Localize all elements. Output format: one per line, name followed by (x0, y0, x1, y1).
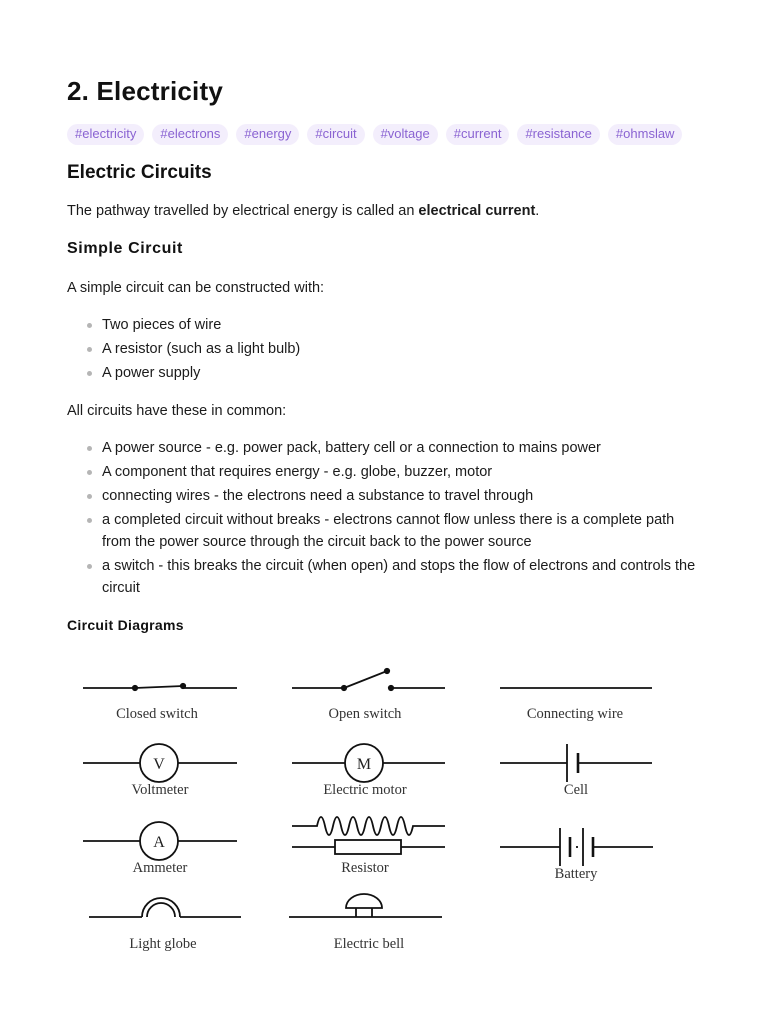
resistor-label: Resistor (341, 860, 389, 876)
electric-bell-symbol (289, 894, 442, 917)
intro-bold-term: electrical current (418, 203, 536, 219)
cell-symbol (500, 744, 652, 782)
tag-current[interactable]: #current (446, 124, 510, 145)
tag-energy[interactable]: #energy (236, 124, 299, 145)
list-item: A component that requires energy - e.g. globe, buzzer, motor (67, 461, 707, 483)
resistor-symbol (292, 817, 445, 854)
list-item: A resistor (such as a light bulb) (67, 338, 707, 360)
tag-electricity[interactable]: #electricity (67, 124, 144, 145)
cell-label: Cell (563, 782, 589, 798)
list-item: A power source - e.g. power pack, battery cell or a connection to mains power (67, 437, 707, 459)
tag-electrons[interactable]: #electrons (152, 124, 228, 145)
battery-label: Battery (554, 866, 598, 882)
closed-switch-label: Closed switch (116, 706, 198, 722)
intro-end: . (535, 203, 540, 219)
circuit-symbols-drawing (67, 656, 707, 966)
open-switch-symbol (292, 669, 445, 690)
common-lead: All circuits have these in common: (67, 403, 287, 419)
closed-switch-symbol (83, 684, 237, 690)
list-item: a switch - this breaks the circuit (when open) and stops the flow of electrons and controls the circuit (67, 555, 707, 599)
ammeter-letter: A (153, 834, 165, 851)
tag-ohmslaw[interactable]: #ohmslaw (608, 124, 683, 145)
ammeter-label: Ammeter (132, 860, 188, 876)
intro-paragraph (67, 203, 539, 219)
connecting-wire-label: Connecting wire (526, 706, 624, 722)
page-title: 2. Electricity (67, 76, 223, 106)
circuit-symbols-figure (67, 656, 707, 966)
intro-text: The pathway travelled by electrical energy is called an (67, 203, 419, 219)
voltmeter-letter: V (153, 756, 165, 773)
tag-resistance[interactable]: #resistance (517, 124, 599, 145)
list-item: connecting wires - the electrons need a substance to travel through (67, 485, 707, 507)
section-heading: Electric Circuits (67, 162, 212, 183)
motor-letter: M (356, 756, 372, 773)
common-list (67, 437, 707, 601)
list-item: Two pieces of wire (67, 314, 707, 336)
light-globe-symbol (89, 898, 241, 917)
simple-circuit-heading: Simple Circuit (67, 240, 183, 257)
light-globe-label: Light globe (129, 936, 197, 952)
tag-circuit[interactable]: #circuit (307, 124, 364, 145)
electric-motor-label: Electric motor (323, 782, 407, 798)
simple-circuit-list (67, 314, 707, 386)
circuit-diagrams-heading: Circuit Diagrams (67, 617, 184, 633)
simple-circuit-lead: A simple circuit can be constructed with: (67, 280, 325, 296)
voltmeter-label: Voltmeter (131, 782, 189, 798)
tag-list (67, 124, 682, 145)
list-item: A power supply (67, 362, 707, 384)
electric-bell-label: Electric bell (333, 936, 405, 952)
tag-voltage[interactable]: #voltage (373, 124, 438, 145)
open-switch-label: Open switch (328, 706, 402, 722)
list-item: a completed circuit without breaks - electrons cannot flow unless there is a complete path from the power source through the circuit back to the power source (67, 509, 707, 553)
battery-symbol (500, 828, 653, 866)
